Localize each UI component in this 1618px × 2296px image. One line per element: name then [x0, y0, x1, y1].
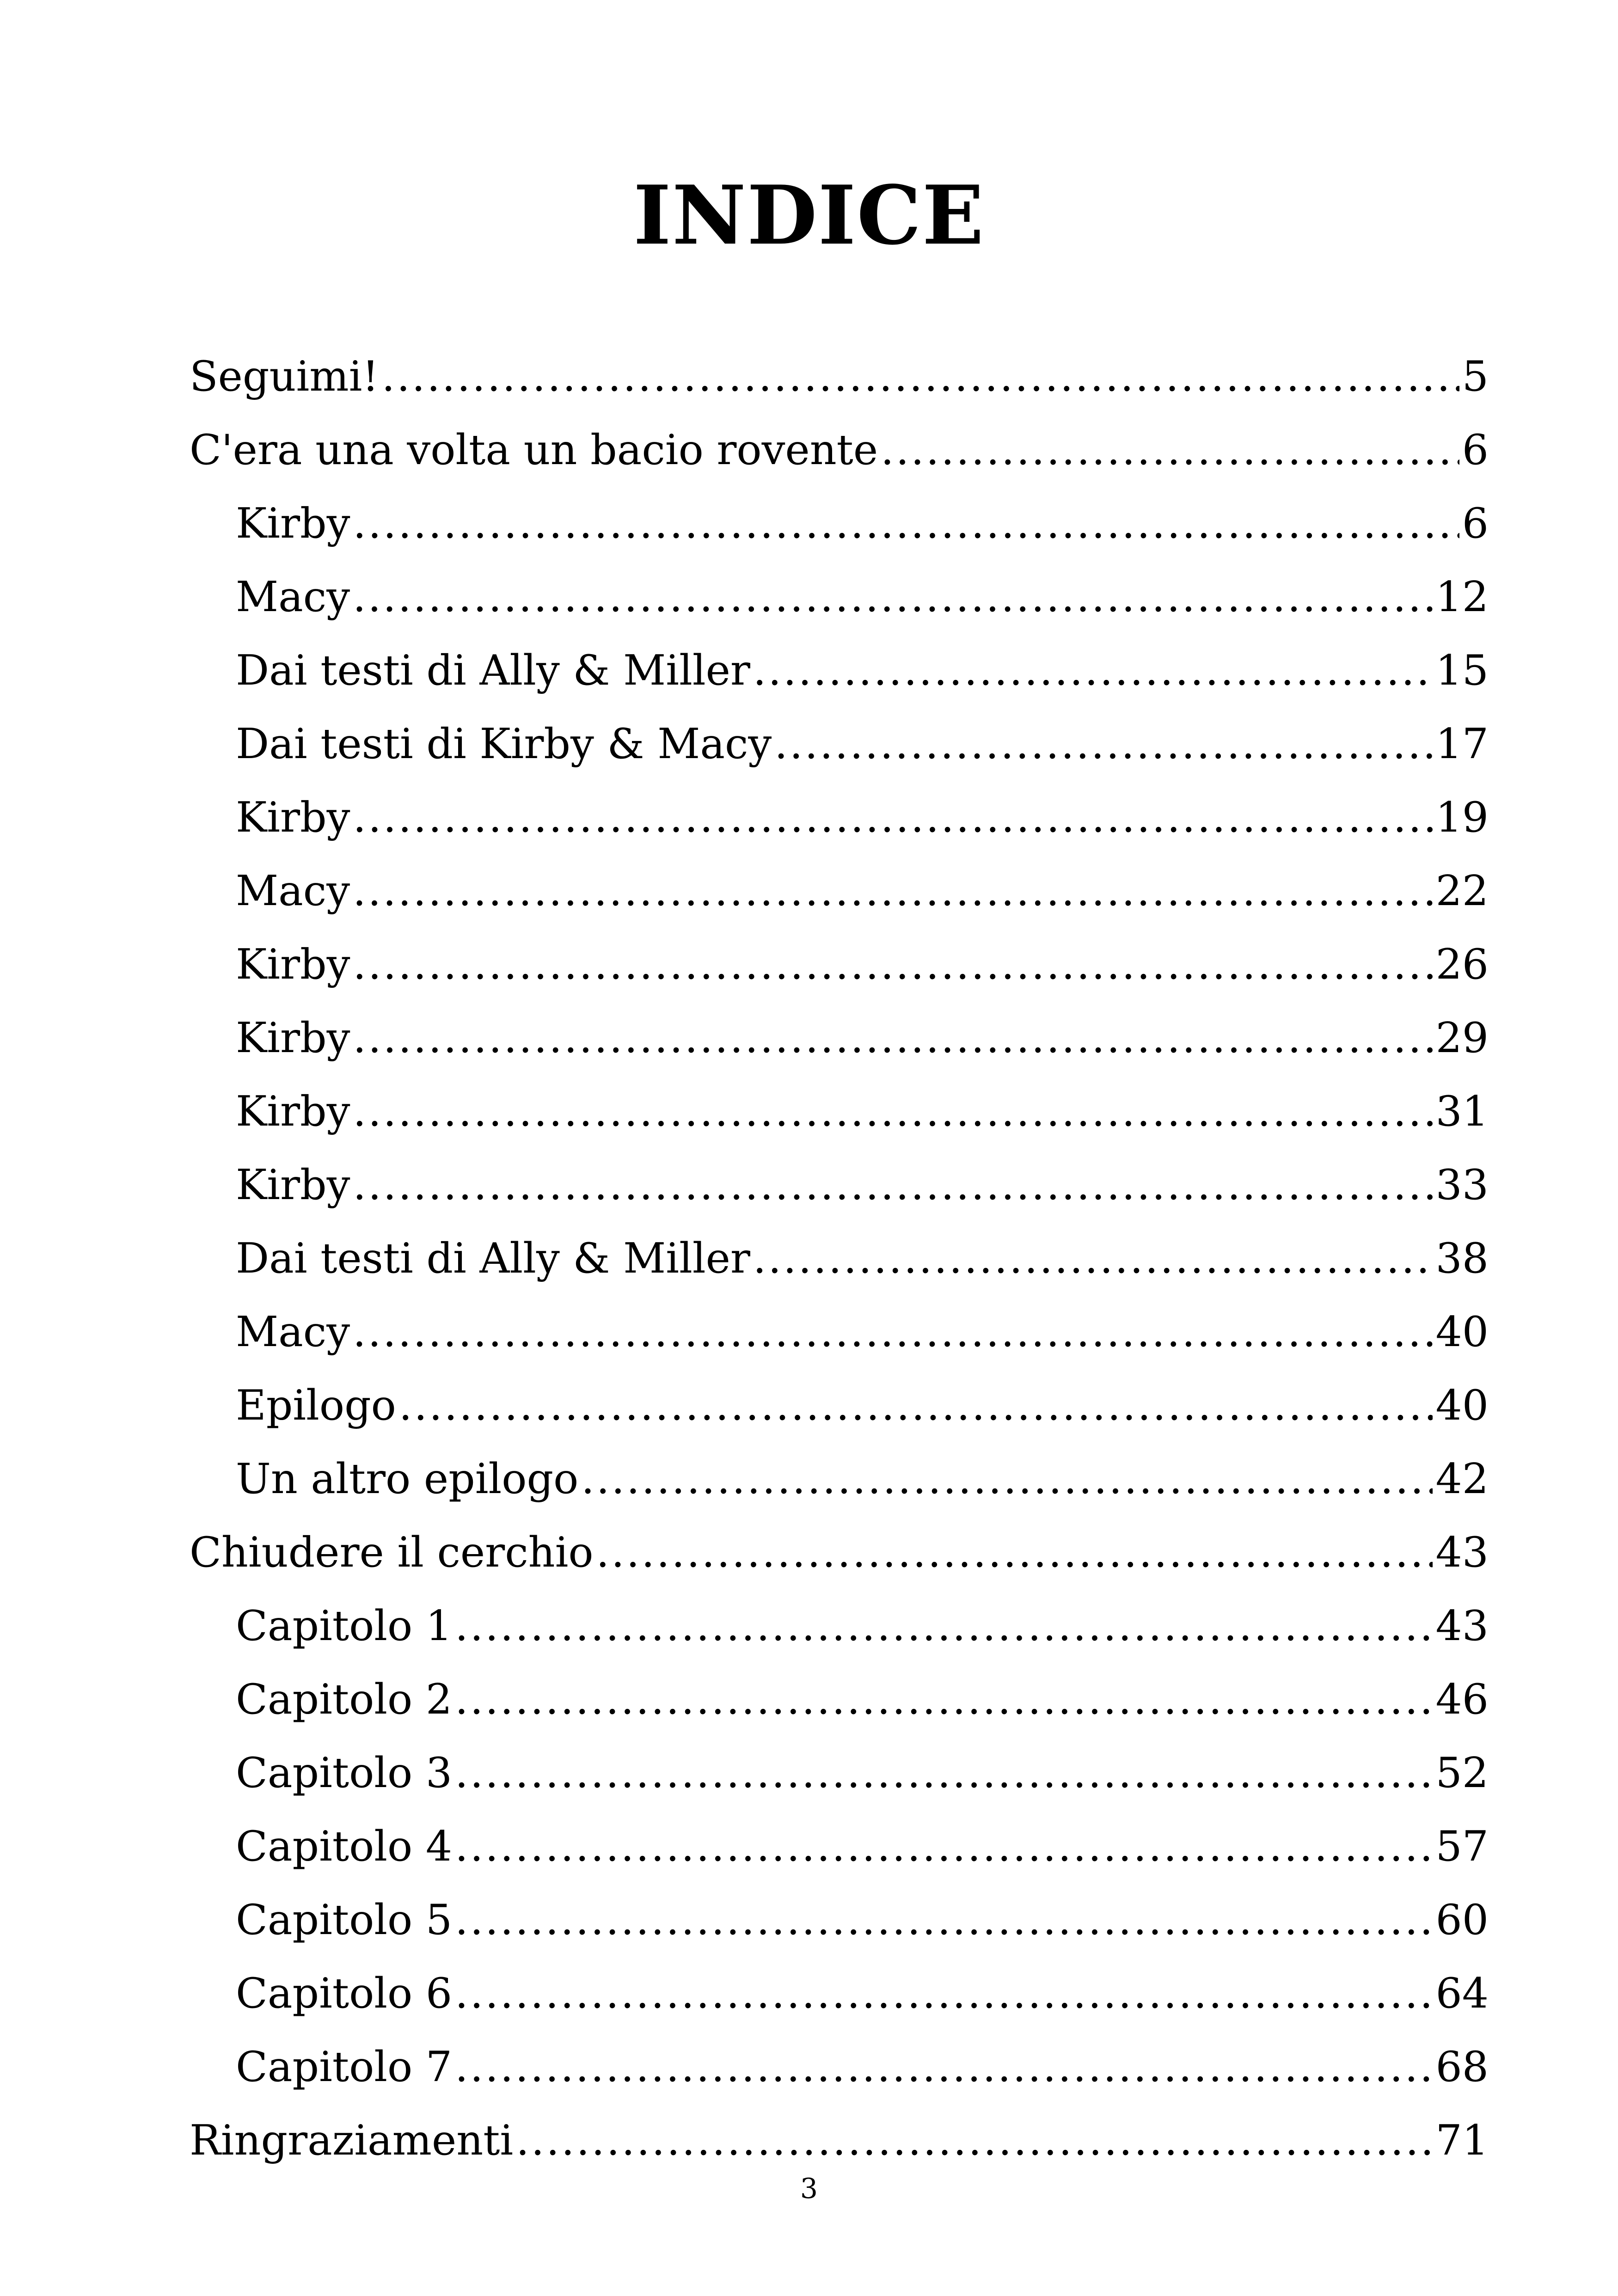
dot-leader: [753, 1222, 1433, 1295]
dot-leader: [455, 1883, 1433, 1957]
toc-entry[interactable]: [190, 487, 1489, 560]
toc-entry[interactable]: [190, 707, 1489, 781]
page-number: 3: [800, 2173, 818, 2205]
toc-entry[interactable]: [190, 2104, 1489, 2177]
dot-leader: [881, 413, 1459, 487]
toc-entry-page: 5: [1462, 352, 1489, 401]
toc-entry-page: 60: [1435, 1896, 1489, 1944]
toc-entry-page: 15: [1435, 646, 1489, 695]
dot-leader: [353, 1295, 1433, 1369]
toc-entry-title: Ringraziamenti: [190, 2116, 514, 2165]
toc-entry[interactable]: [190, 1369, 1489, 1442]
toc-entry-page: 42: [1435, 1455, 1489, 1503]
toc-entry[interactable]: [190, 1222, 1489, 1295]
toc-entry-title: Capitolo 1: [236, 1602, 453, 1650]
toc-entry-title: Macy: [236, 867, 350, 915]
toc-entry[interactable]: [190, 1736, 1489, 1810]
dot-leader: [753, 634, 1433, 707]
dot-leader: [382, 340, 1459, 413]
toc-entry-page: 29: [1435, 1014, 1489, 1062]
toc-entry[interactable]: [190, 1075, 1489, 1148]
toc-entry-page: 40: [1435, 1381, 1489, 1430]
toc-entry[interactable]: [190, 1957, 1489, 2030]
dot-leader: [581, 1442, 1433, 1516]
table-of-contents: [190, 340, 1489, 2177]
dot-leader: [353, 560, 1433, 634]
toc-entry-title: Kirby: [236, 1161, 350, 1209]
toc-entry[interactable]: [190, 1001, 1489, 1075]
toc-entry[interactable]: [190, 634, 1489, 707]
dot-leader: [353, 487, 1459, 560]
toc-entry-page: 46: [1435, 1675, 1489, 1724]
toc-entry-page: 31: [1435, 1087, 1489, 1136]
toc-entry-title: Kirby: [236, 499, 350, 548]
toc-entry-title: Dai testi di Ally & Miller: [236, 1234, 750, 1283]
toc-entry-page: 43: [1435, 1602, 1489, 1650]
toc-entry-page: 57: [1435, 1822, 1489, 1871]
dot-leader: [455, 1663, 1433, 1736]
toc-entry[interactable]: [190, 1442, 1489, 1516]
toc-entry[interactable]: [190, 560, 1489, 634]
dot-leader: [353, 1075, 1433, 1148]
toc-entry-title: Epilogo: [236, 1381, 396, 1430]
toc-entry-title: C'era una volta un bacio rovente: [190, 426, 878, 474]
toc-entry-title: Dai testi di Kirby & Macy: [236, 720, 772, 768]
toc-entry[interactable]: [190, 928, 1489, 1001]
toc-entry-page: 19: [1435, 793, 1489, 842]
toc-entry-page: 26: [1435, 940, 1489, 989]
dot-leader: [455, 1810, 1433, 1883]
toc-entry-page: 43: [1435, 1528, 1489, 1577]
toc-entry[interactable]: [190, 1883, 1489, 1957]
toc-entry-title: Capitolo 2: [236, 1675, 453, 1724]
toc-entry[interactable]: [190, 2030, 1489, 2104]
dot-leader: [353, 854, 1433, 928]
toc-entry-page: 17: [1435, 720, 1489, 768]
toc-entry[interactable]: [190, 340, 1489, 413]
toc-entry[interactable]: [190, 1148, 1489, 1222]
toc-entry-page: 52: [1435, 1749, 1489, 1797]
toc-entry-title: Capitolo 7: [236, 2043, 453, 2091]
toc-entry[interactable]: [190, 1663, 1489, 1736]
toc-entry-title: Kirby: [236, 1087, 350, 1136]
toc-entry[interactable]: [190, 854, 1489, 928]
toc-entry-title: Chiudere il cerchio: [190, 1528, 594, 1577]
toc-entry-title: Capitolo 6: [236, 1969, 453, 2018]
toc-entry-title: Kirby: [236, 940, 350, 989]
toc-entry-page: 12: [1435, 573, 1489, 621]
toc-entry-title: Capitolo 3: [236, 1749, 453, 1797]
dot-leader: [353, 928, 1433, 1001]
dot-leader: [774, 707, 1433, 781]
dot-leader: [353, 1001, 1433, 1075]
toc-entry-page: 68: [1435, 2043, 1489, 2091]
toc-entry-page: 22: [1435, 867, 1489, 915]
toc-entry[interactable]: [190, 781, 1489, 854]
dot-leader: [516, 2104, 1433, 2177]
toc-entry-title: Macy: [236, 1308, 350, 1356]
dot-leader: [455, 1736, 1433, 1810]
toc-entry[interactable]: [190, 413, 1489, 487]
dot-leader: [596, 1516, 1433, 1589]
toc-entry-page: 64: [1435, 1969, 1489, 2018]
toc-entry-title: Capitolo 5: [236, 1896, 453, 1944]
dot-leader: [353, 1148, 1433, 1222]
toc-entry-page: 38: [1435, 1234, 1489, 1283]
toc-entry-title: Seguimi!: [190, 352, 379, 401]
toc-entry-title: Un altro epilogo: [236, 1455, 579, 1503]
toc-entry-page: 71: [1435, 2116, 1489, 2165]
page-title: INDICE: [633, 168, 985, 263]
toc-entry-page: 6: [1462, 499, 1489, 548]
toc-entry[interactable]: [190, 1295, 1489, 1369]
toc-entry-title: Capitolo 4: [236, 1822, 453, 1871]
toc-entry-page: 33: [1435, 1161, 1489, 1209]
toc-entry[interactable]: [190, 1589, 1489, 1663]
toc-entry-title: Kirby: [236, 793, 350, 842]
toc-entry-title: Dai testi di Ally & Miller: [236, 646, 750, 695]
toc-entry-page: 40: [1435, 1308, 1489, 1356]
toc-entry-title: Kirby: [236, 1014, 350, 1062]
dot-leader: [455, 1957, 1433, 2030]
toc-entry[interactable]: [190, 1516, 1489, 1589]
dot-leader: [399, 1369, 1433, 1442]
dot-leader: [455, 2030, 1433, 2104]
toc-entry[interactable]: [190, 1810, 1489, 1883]
dot-leader: [353, 781, 1433, 854]
dot-leader: [455, 1589, 1433, 1663]
toc-entry-title: Macy: [236, 573, 350, 621]
toc-entry-page: 6: [1462, 426, 1489, 474]
